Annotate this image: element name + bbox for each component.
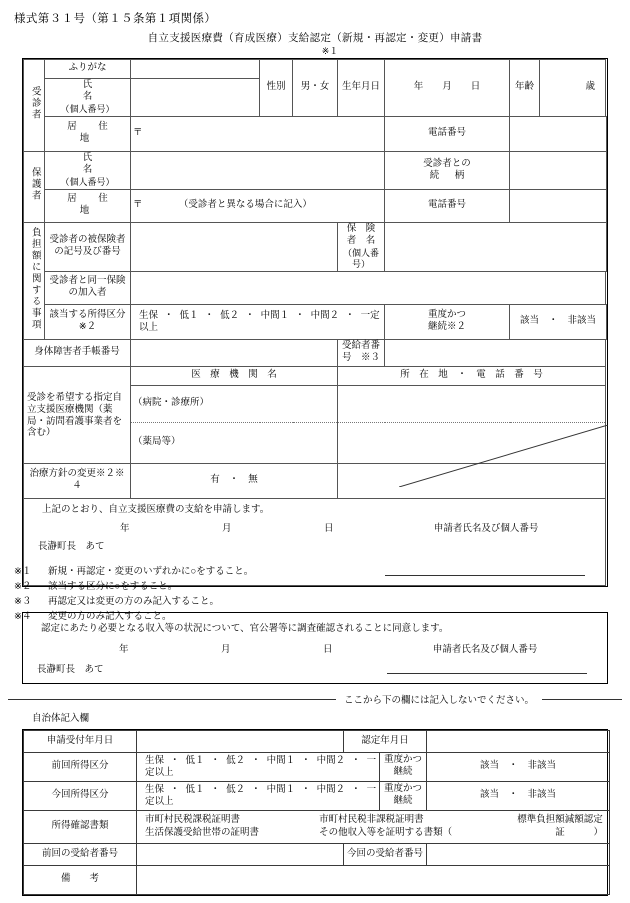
field-handbook-number[interactable] bbox=[131, 340, 338, 367]
label-guardian-relation bbox=[385, 152, 510, 190]
income-option-1[interactable]: 低１ bbox=[179, 310, 199, 321]
footnote-1-text: 新規・再認定・変更のいずれかに○をすること。 bbox=[48, 567, 254, 577]
field-prev-income-options[interactable] bbox=[137, 753, 380, 782]
label-designated-institution-l1: 受診を希望する指定自 bbox=[27, 392, 123, 403]
section-label-burden: 負担額に関する事項 bbox=[24, 223, 45, 340]
curr-income-option-2[interactable]: 低２ bbox=[226, 784, 246, 795]
label-insured-symbol-l1: 受診者の被保険者 bbox=[49, 235, 126, 246]
postal-mark-icon: 〒 bbox=[133, 128, 143, 139]
separator-rule-right bbox=[542, 699, 622, 700]
field-income-documents[interactable] bbox=[137, 811, 610, 844]
footnote-3-text: 再認定又は変更の方のみ記入すること。 bbox=[48, 597, 220, 607]
income-options-list: 生保 ・ 低１ ・ 低２ ・ 中間１ ・ 中間２ ・ 一定以上 bbox=[139, 310, 380, 334]
field-guardian-address[interactable] bbox=[131, 190, 385, 223]
label-income-category-note: ※２ bbox=[78, 322, 97, 333]
field-recipient-tel[interactable] bbox=[510, 117, 607, 152]
curr-income-option-3[interactable]: 中間１ bbox=[266, 784, 296, 795]
separator-text: ここから下の欄には記入しないでください。 bbox=[343, 696, 534, 706]
field-remarks[interactable] bbox=[137, 866, 610, 895]
table-row-income-category bbox=[24, 305, 607, 340]
label-guardian-relation-l1: 受診者との bbox=[423, 158, 471, 169]
field-pharmacy-address[interactable] bbox=[338, 423, 606, 464]
field-curr-receipt-number[interactable] bbox=[427, 844, 610, 866]
label-recipient-tel: 電話番号 bbox=[385, 117, 510, 152]
do-not-write-separator bbox=[8, 692, 622, 706]
income-document-paren-close: ） bbox=[593, 828, 603, 839]
table-row-guardian-address bbox=[24, 190, 607, 223]
label-designated-institution-l3: 局・訪問看護事業者を bbox=[27, 416, 123, 427]
prev-income-option-3[interactable]: 中間１ bbox=[266, 755, 296, 766]
section-label-recipient: 受診者 bbox=[24, 60, 45, 152]
prev-income-option-5[interactable]: 一定以上 bbox=[145, 755, 377, 778]
income-document-0[interactable]: 市町村民税課税証明書 bbox=[145, 815, 241, 826]
curr-income-option-1[interactable]: 低１ bbox=[185, 784, 205, 795]
prev-income-option-0[interactable]: 生保 bbox=[145, 755, 165, 766]
postal-mark-icon-guardian: 〒 bbox=[133, 200, 143, 211]
label-prev-income: 前回所得区分 bbox=[24, 753, 137, 782]
field-insurer-name[interactable] bbox=[385, 223, 607, 272]
label-treatment-change-l2: ４ bbox=[72, 481, 82, 491]
field-insured-symbol[interactable] bbox=[131, 223, 338, 272]
label-guardian-name-text: 氏 名 bbox=[82, 153, 157, 175]
label-age: 年齢 bbox=[510, 60, 540, 117]
field-prev-receipt-number[interactable] bbox=[137, 844, 344, 866]
field-curr-income-options[interactable] bbox=[137, 782, 380, 811]
label-recipient-name-text: 氏 名 bbox=[82, 80, 157, 102]
table-row-handbook bbox=[24, 340, 607, 367]
label-severe-continuous bbox=[385, 305, 510, 340]
declaration-date[interactable]: 年 月 日 bbox=[120, 523, 350, 534]
label-recipient-name bbox=[45, 79, 157, 117]
section-label-guardian: 保護者 bbox=[24, 152, 45, 223]
field-guardian-relation[interactable] bbox=[510, 152, 607, 190]
curr-severe-option-0[interactable]: 該当 bbox=[479, 790, 499, 801]
label-prev-severe-l2: 継続 bbox=[393, 767, 413, 777]
table-row-insured-symbol bbox=[24, 223, 607, 272]
label-designated-institution-l2: 立支援医療機関（薬 bbox=[27, 404, 113, 415]
footnote-4-mark: ※４ bbox=[14, 612, 32, 622]
field-same-insurance[interactable] bbox=[131, 272, 606, 305]
curr-income-option-4[interactable]: 中間２ bbox=[316, 784, 346, 795]
prev-income-option-4[interactable]: 中間２ bbox=[316, 755, 346, 766]
label-insurer-name-l2: （個人番号） bbox=[342, 247, 379, 269]
label-severe-continuous-l2: 継続※２ bbox=[427, 322, 466, 333]
label-income-category bbox=[45, 305, 131, 340]
footnote-1-mark: ※１ bbox=[14, 567, 32, 577]
income-documents-col-3 bbox=[507, 814, 607, 840]
label-curr-severe bbox=[380, 782, 427, 811]
application-main-table bbox=[22, 58, 608, 587]
title-footnote-mark: ※１ bbox=[321, 46, 339, 56]
label-severe-continuous-l1: 重度かつ bbox=[427, 310, 466, 321]
table-row-prev-income bbox=[24, 753, 610, 782]
declaration-statement: 上記のとおり、自立支援医療費の支給を申請します。 bbox=[42, 505, 270, 515]
footnote-2-text: 該当する区分に○をすること。 bbox=[48, 582, 178, 592]
footnote-1 bbox=[14, 565, 414, 580]
severe-option-1[interactable]: 非該当 bbox=[567, 316, 597, 327]
footnote-2 bbox=[14, 580, 414, 595]
field-furigana[interactable] bbox=[131, 60, 260, 79]
field-treatment-change-blank bbox=[338, 464, 606, 499]
field-approved-date[interactable] bbox=[427, 731, 610, 753]
income-documents-col-1 bbox=[139, 814, 313, 840]
label-handbook-number: 身体障害者手帳番号 bbox=[24, 340, 131, 367]
income-option-3[interactable]: 中間１ bbox=[260, 310, 290, 321]
income-option-4[interactable]: 中間２ bbox=[310, 310, 340, 321]
page-title: 自立支援医療費（育成医療）支給認定（新規・再認定・変更）申請書 bbox=[147, 33, 483, 44]
label-insurer-name-l1: 保 険 者 名 bbox=[346, 224, 385, 246]
prev-income-option-2[interactable]: 低２ bbox=[226, 755, 246, 766]
label-prev-severe bbox=[380, 753, 427, 782]
consent-box bbox=[22, 612, 608, 684]
field-treatment-change-options[interactable]: 有 ・ 無 bbox=[131, 464, 338, 499]
label-guardian-tel: 電話番号 bbox=[385, 190, 510, 223]
field-received-date[interactable] bbox=[137, 731, 344, 753]
table-row-institution-headers bbox=[24, 367, 607, 386]
label-treatment-change-l1: 治療方針の変更※２※ bbox=[29, 469, 125, 480]
label-prev-severe-l1: 重度かつ bbox=[384, 755, 423, 766]
label-furigana: ふりがな bbox=[45, 60, 131, 79]
label-insurer-name bbox=[338, 223, 385, 272]
table-row-recipient-address bbox=[24, 117, 607, 152]
income-documents-col-2 bbox=[313, 814, 507, 840]
label-same-insurance-l2: の加入者 bbox=[68, 288, 107, 299]
field-age[interactable]: 歳 bbox=[540, 60, 606, 117]
label-treatment-change bbox=[24, 464, 131, 499]
field-recipient-address[interactable] bbox=[131, 117, 385, 152]
label-insured-symbol-l2: の記号及び番号 bbox=[54, 247, 121, 258]
declaration-addressee: 長瀞町長 あて bbox=[38, 541, 105, 552]
severe-option-0[interactable]: 該当 bbox=[519, 316, 539, 327]
table-row-treatment-change bbox=[24, 464, 607, 499]
prev-severe-option-1[interactable]: 非該当 bbox=[527, 761, 557, 772]
label-receipt-number: 受給者番号 ※３ bbox=[338, 340, 385, 367]
field-pharmacy-name[interactable]: （薬局等） bbox=[131, 423, 338, 464]
income-document-4[interactable]: 標準負担額減額認定証 bbox=[517, 815, 603, 838]
label-gender: 性別 bbox=[260, 60, 293, 117]
label-curr-severe-l1: 重度かつ bbox=[384, 784, 423, 795]
admin-section-label: 自治体記入欄 bbox=[32, 714, 90, 724]
table-row-receipt-numbers bbox=[24, 844, 610, 866]
field-severe-continuous-options[interactable]: 該当 ・ 非該当 bbox=[510, 305, 607, 340]
table-row-same-insurance bbox=[24, 272, 607, 305]
label-recipient-name-sub: （個人番号） bbox=[60, 103, 115, 114]
label-curr-receipt-number: 今回の受給者番号 bbox=[344, 844, 427, 866]
consent-applicant-label: 申請者氏名及び個人番号 bbox=[432, 645, 538, 655]
prev-income-option-1[interactable]: 低１ bbox=[185, 755, 205, 766]
field-hospital-name[interactable]: （病院・診療所） bbox=[131, 386, 338, 423]
label-same-insurance-l1: 受診者と同一保険 bbox=[49, 276, 126, 287]
label-curr-severe-l2: 継続 bbox=[393, 796, 413, 806]
label-income-category-text: 該当する所得区分 bbox=[49, 310, 126, 321]
income-document-2[interactable]: 市町村民税非課税証明書 bbox=[319, 815, 424, 826]
footnote-2-mark: ※２ bbox=[14, 582, 32, 592]
table-row-received-date bbox=[24, 731, 610, 753]
table-row-curr-income bbox=[24, 782, 610, 811]
consent-statement: 認定にあたり必要となる収入等の状況について、官公署等に調査確認されることに同意します。 bbox=[41, 624, 449, 634]
field-birthdate[interactable]: 年 月 日 bbox=[385, 60, 510, 117]
consent-signature-line[interactable] bbox=[387, 673, 587, 674]
label-birthdate: 生年月日 bbox=[338, 60, 385, 117]
label-recipient-address: 居 住 地 bbox=[45, 117, 131, 152]
income-option-0[interactable]: 生保 bbox=[139, 310, 159, 321]
declaration-signature-line[interactable] bbox=[385, 575, 585, 576]
label-prev-receipt-number: 前回の受給者番号 bbox=[24, 844, 137, 866]
table-row-remarks bbox=[24, 866, 610, 895]
label-curr-income: 今回所得区分 bbox=[24, 782, 137, 811]
field-income-options[interactable] bbox=[131, 305, 385, 340]
consent-addressee: 長瀞町長 あて bbox=[37, 665, 104, 675]
income-document-1[interactable]: 生活保護受給世帯の証明書 bbox=[145, 828, 260, 838]
table-row-income-documents bbox=[24, 811, 610, 844]
table-row-furigana bbox=[24, 60, 607, 79]
footnote-3-mark: ※３ bbox=[14, 597, 32, 607]
income-document-3[interactable]: その他収入等を証明する書類（ bbox=[319, 828, 453, 838]
field-gender-options[interactable]: 男・女 bbox=[293, 60, 338, 117]
label-same-insurance bbox=[45, 272, 131, 305]
label-guardian-name bbox=[45, 152, 157, 190]
form-number: 様式第３１号（第１５条第１項関係） bbox=[14, 13, 217, 25]
footnote-3 bbox=[14, 595, 414, 610]
label-designated-institution-l4: 含む） bbox=[27, 428, 56, 439]
curr-income-option-0[interactable]: 生保 bbox=[145, 784, 165, 795]
consent-date[interactable]: 年 月 日 bbox=[119, 645, 349, 655]
label-approved-date: 認定年月日 bbox=[344, 731, 427, 753]
guardian-address-note: （受診者と異なる場合に記入） bbox=[178, 200, 312, 211]
admin-use-table bbox=[22, 729, 608, 896]
footnote-4-text: 変更の方のみ記入すること。 bbox=[48, 612, 172, 622]
label-remarks: 備 考 bbox=[24, 866, 137, 895]
field-guardian-tel[interactable] bbox=[510, 190, 607, 223]
label-guardian-address: 居 住 地 bbox=[45, 190, 131, 223]
label-received-date: 申請受付年月日 bbox=[24, 731, 137, 753]
income-option-5[interactable]: 一定以上 bbox=[139, 310, 380, 334]
curr-severe-option-1[interactable]: 非該当 bbox=[527, 790, 557, 801]
label-insured-symbol bbox=[45, 223, 131, 272]
field-receipt-number[interactable] bbox=[385, 340, 606, 367]
separator-rule-left bbox=[8, 699, 336, 700]
income-option-2[interactable]: 低２ bbox=[220, 310, 240, 321]
label-designated-institution bbox=[24, 367, 131, 464]
prev-severe-option-0[interactable]: 該当 bbox=[479, 761, 499, 772]
field-prev-severe-options[interactable]: 該当 ・ 非該当 bbox=[427, 753, 610, 782]
label-income-documents: 所得確認書類 bbox=[24, 811, 137, 844]
field-guardian-name[interactable] bbox=[131, 152, 385, 190]
header-institution-address-tel: 所 在 地 ・ 電 話 番 号 bbox=[338, 367, 606, 386]
header-institution-name: 医 療 機 関 名 bbox=[131, 367, 338, 386]
declaration-applicant-label: 申請者氏名及び個人番号 bbox=[433, 523, 539, 534]
income-documents-grid bbox=[139, 814, 607, 840]
label-guardian-relation-l2: 続 柄 bbox=[429, 170, 468, 181]
curr-income-option-5[interactable]: 一定以上 bbox=[145, 784, 377, 807]
table-row-guardian-name bbox=[24, 152, 607, 190]
label-guardian-name-sub: （個人番号） bbox=[60, 176, 115, 187]
prev-income-options-list: 生保 ・ 低１ ・ 低２ ・ 中間１ ・ 中間２ ・ 一定以上 bbox=[145, 755, 377, 778]
field-curr-severe-options[interactable]: 該当 ・ 非該当 bbox=[427, 782, 610, 811]
field-hospital-address[interactable] bbox=[338, 386, 606, 423]
curr-income-options-list: 生保 ・ 低１ ・ 低２ ・ 中間１ ・ 中間２ ・ 一定以上 bbox=[145, 784, 377, 807]
